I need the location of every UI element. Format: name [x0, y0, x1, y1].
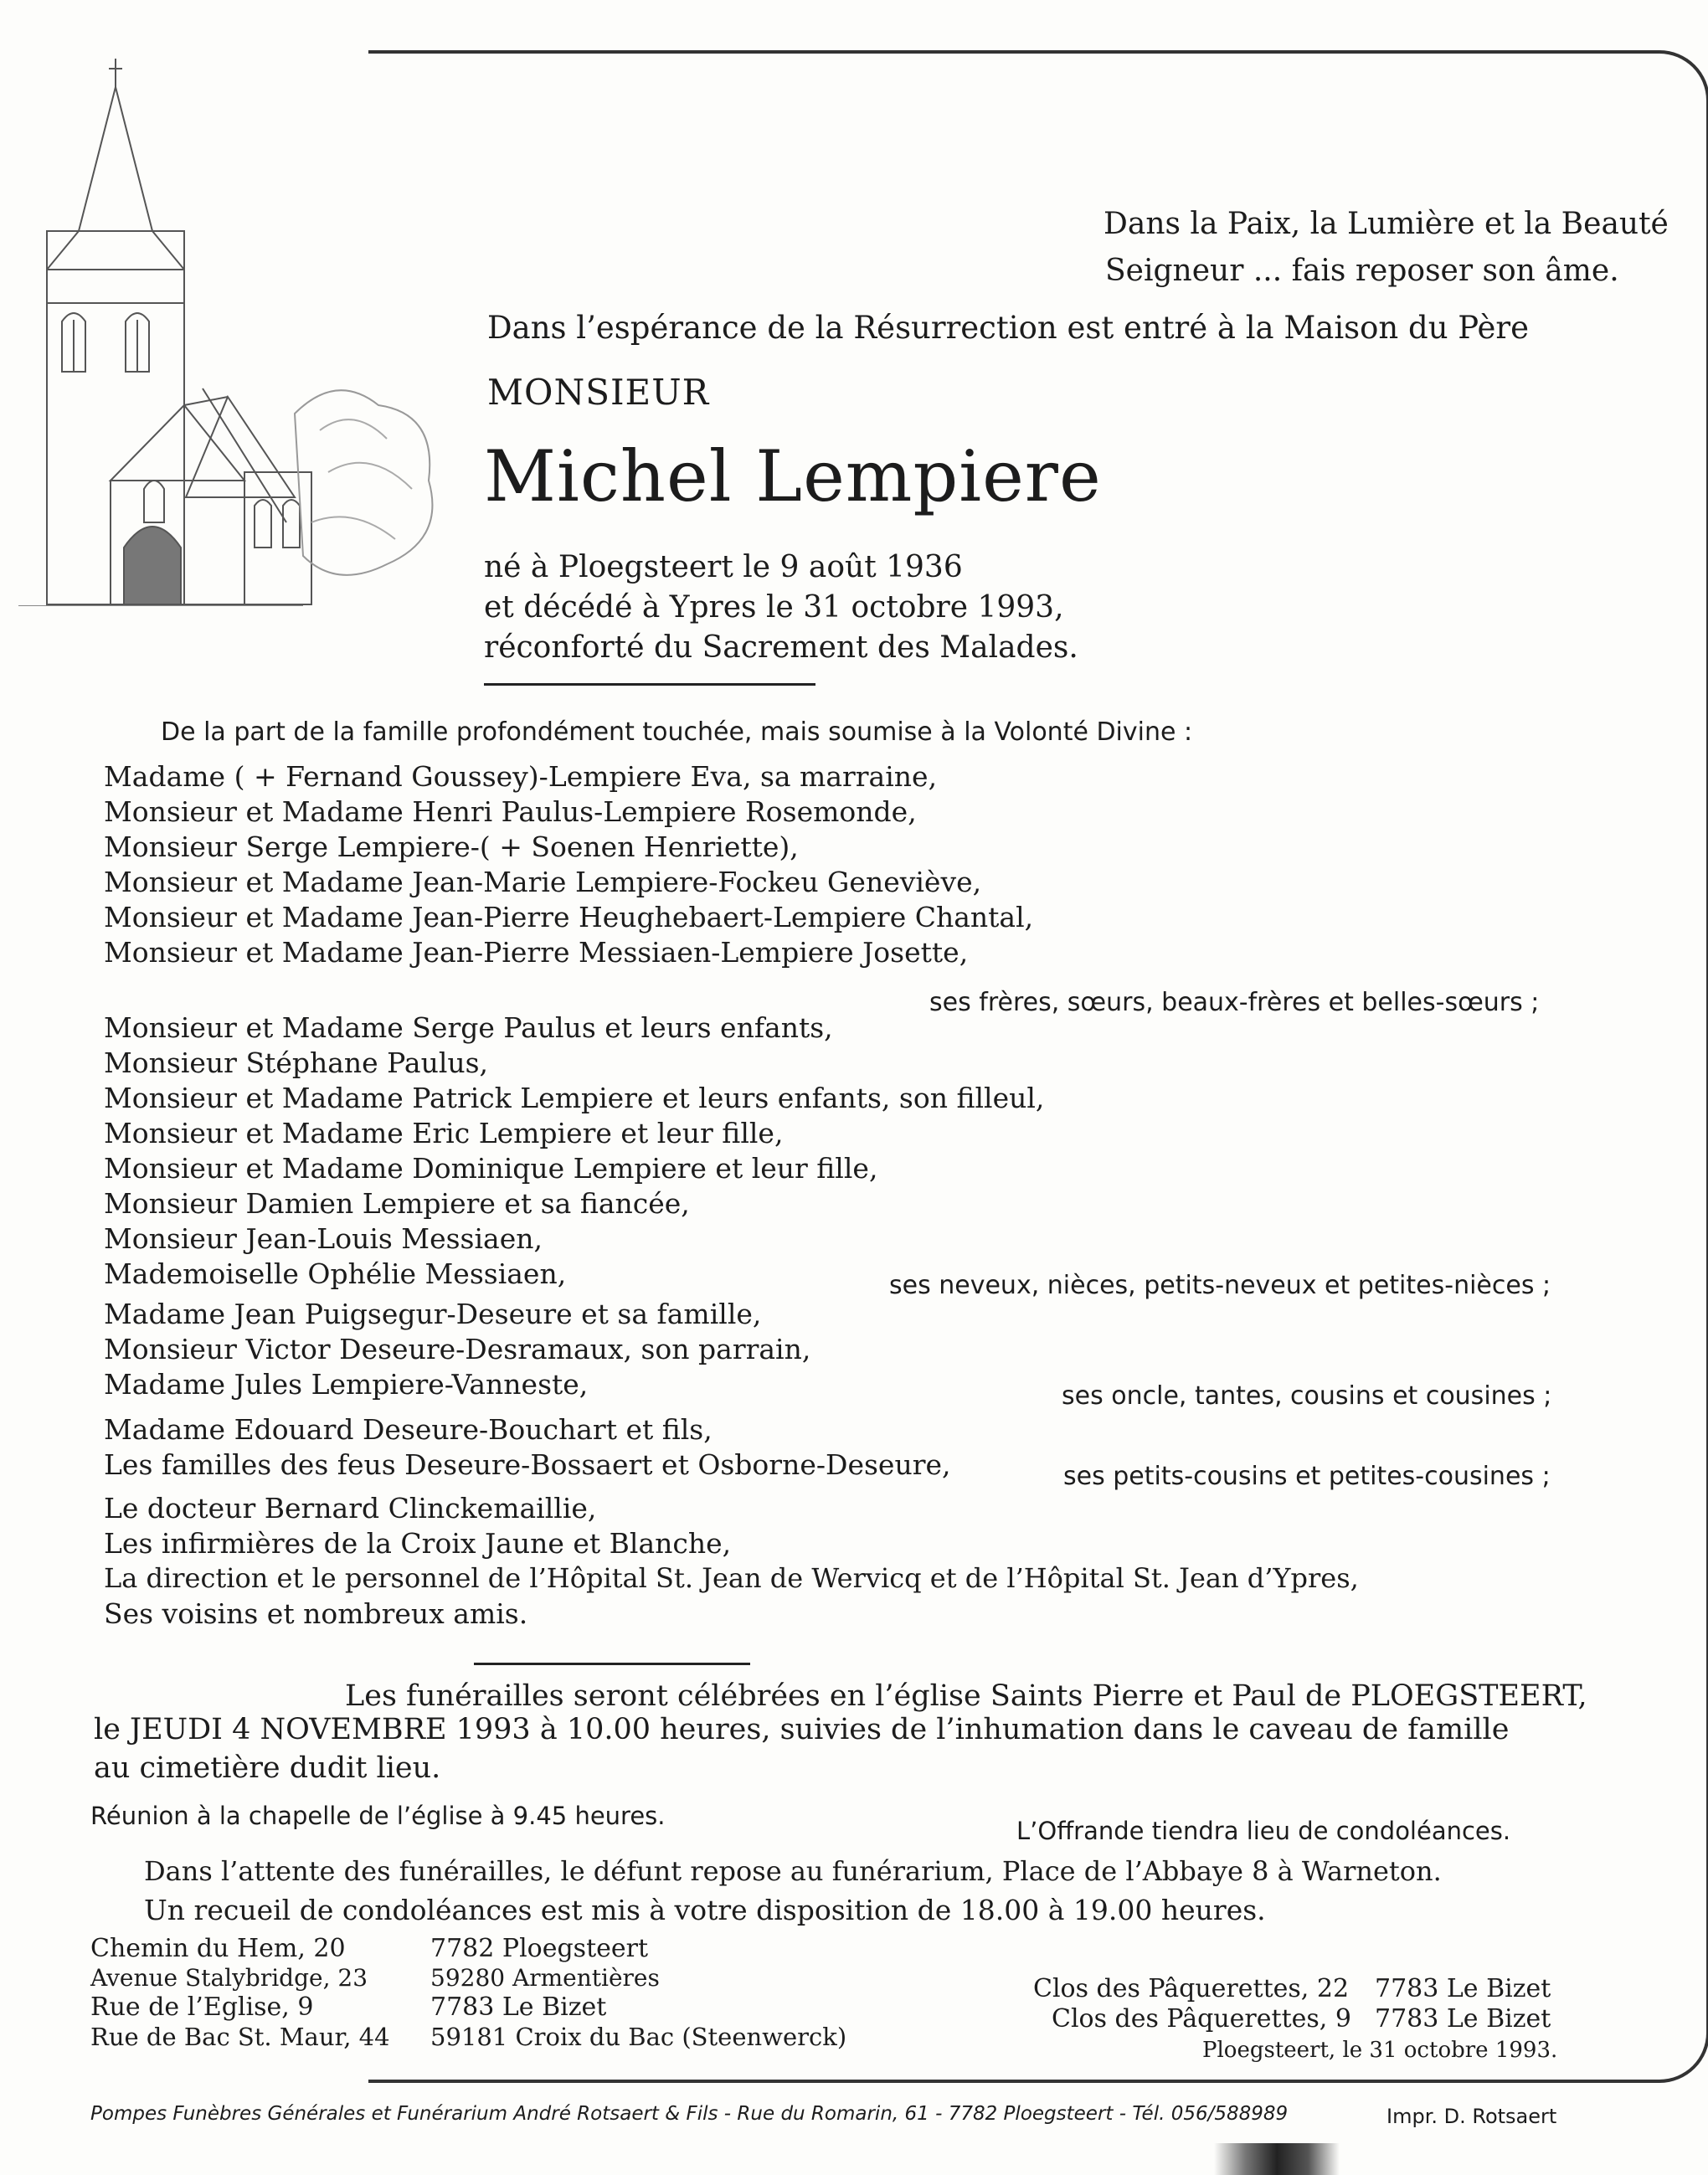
family-member: Monsieur et Madame Jean-Marie Lempiere-Fockeu Geneviève,	[104, 866, 982, 898]
family-member: Monsieur et Madame Eric Lempiere et leur fille,	[104, 1117, 784, 1149]
funeral-line-3: au cimetière dudit lieu.	[94, 1751, 441, 1785]
family-member: Les familles des feus Deseure-Bossaert et Osborne-Deseure,	[104, 1448, 951, 1481]
funerarium-note: Dans l’attente des funérailles, le défunt repose au funérarium, Place de l’Abbaye 8 à Warneton.	[144, 1855, 1442, 1887]
address-city: 7783 Le Bizet	[1375, 1974, 1551, 2003]
family-member: Les infirmières de la Croix Jaune et Blanche,	[104, 1527, 732, 1560]
family-member: Monsieur Damien Lempiere et sa fiancée,	[104, 1187, 690, 1220]
funeral-line-2: le JEUDI 4 NOVEMBRE 1993 à 10.00 heures, suivies de l’inhumation dans le caveau de famille	[94, 1713, 1510, 1746]
address-city: 7783 Le Bizet	[430, 1992, 607, 2022]
divider-1	[484, 683, 815, 686]
church-illustration	[18, 54, 454, 606]
address-city: 7783 Le Bizet	[1375, 2004, 1551, 2034]
family-member: La direction et le personnel de l’Hôpital St. Jean de Wervicq et de l’Hôpital St. Jean d’Ypres,	[104, 1562, 1359, 1594]
intro-text: Dans l’espérance de la Résurrection est entré à la Maison du Père	[487, 310, 1529, 346]
family-member: Monsieur Serge Lempiere-( + Soenen Henriette),	[104, 830, 799, 863]
sacrament-line: réconforté du Sacrement des Malades.	[484, 630, 1078, 665]
address-street: Rue de l’Eglise, 9	[90, 1992, 314, 2022]
family-preface: De la part de la famille profondément touchée, mais soumise à la Volonté Divine :	[161, 717, 1193, 747]
address-street: Rue de Bac St. Maur, 44	[90, 2023, 390, 2051]
family-member: Ses voisins et nombreux amis.	[104, 1597, 528, 1630]
relation-cousins: ses petits-cousins et petites-cousines ;	[1063, 1462, 1551, 1491]
address-street: Chemin du Hem, 20	[90, 1934, 346, 1963]
address-city: 59181 Croix du Bac (Steenwerck)	[430, 2023, 847, 2051]
deceased-name: Michel Lempiere	[484, 435, 1102, 517]
birth-line: né à Ploegsteert le 9 août 1936	[484, 550, 963, 584]
family-member: Monsieur et Madame Serge Paulus et leurs enfants,	[104, 1011, 833, 1044]
life-dates	[484, 548, 1078, 668]
relation-nephews: ses neveux, nièces, petits-neveux et petites-nièces ;	[889, 1271, 1551, 1300]
printer-credit: Impr. D. Rotsaert	[1386, 2105, 1557, 2128]
address-street: Avenue Stalybridge, 23	[90, 1964, 368, 1992]
honorific-title: MONSIEUR	[487, 372, 710, 413]
funeral-line-1: Les funérailles seront célébrées en l’église Saints Pierre et Paul de PLOEGSTEERT,	[345, 1679, 1587, 1713]
family-member: Monsieur Victor Deseure-Desramaux, son parrain,	[104, 1333, 811, 1365]
family-member: Monsieur et Madame Jean-Pierre Messiaen-Lempiere Josette,	[104, 936, 969, 969]
family-member: Monsieur et Madame Patrick Lempiere et leurs enfants, son filleul,	[104, 1082, 1045, 1114]
epigraph-line-2: Seigneur ... fais reposer son âme.	[1105, 254, 1619, 288]
family-member: Monsieur Jean-Louis Messiaen,	[104, 1222, 543, 1255]
family-member: Monsieur et Madame Jean-Pierre Heughebaert-Lempiere Chantal,	[104, 901, 1034, 933]
family-member: Madame Edouard Deseure-Bouchart et fils,	[104, 1413, 713, 1446]
address-city: 7782 Ploegsteert	[430, 1934, 649, 1963]
relation-uncles: ses oncle, tantes, cousins et cousines ;	[1062, 1381, 1552, 1411]
epigraph	[1104, 201, 1669, 295]
family-member: Monsieur Stéphane Paulus,	[104, 1046, 489, 1079]
divider-2	[474, 1663, 750, 1665]
epigraph-line-1: Dans la Paix, la Lumière et la Beauté	[1104, 207, 1669, 241]
address-street: Clos des Pâquerettes, 9	[1052, 2004, 1351, 2034]
footer-funeral-home: Pompes Funèbres Générales et Funérarium André Rotsaert & Fils - Rue du Romarin, 61 - 7782 Ploegsteert - Tél. 056/588989	[90, 2103, 1289, 2125]
family-member: Madame Jean Puigsegur-Deseure et sa famille,	[104, 1298, 762, 1330]
family-member: Madame Jules Lempiere-Vanneste,	[104, 1368, 589, 1401]
reunion-note: Réunion à la chapelle de l’église à 9.45 heures.	[90, 1802, 666, 1830]
address-city: 59280 Armentières	[430, 1964, 660, 1992]
family-member: Madame ( + Fernand Goussey)-Lempiere Eva, sa marraine,	[104, 760, 938, 793]
recueil-note: Un recueil de condoléances est mis à votre disposition de 18.00 à 19.00 heures.	[144, 1894, 1266, 1926]
signed-date: Ploegsteert, le 31 octobre 1993.	[1202, 2038, 1558, 2063]
page-border	[368, 50, 1708, 2083]
family-member: Monsieur et Madame Henri Paulus-Lempiere Rosemonde,	[104, 795, 917, 828]
offrande-note: L’Offrande tiendra lieu de condoléances.	[1016, 1817, 1511, 1845]
family-member: Le docteur Bernard Clinckemaillie,	[104, 1492, 597, 1525]
family-member: Mademoiselle Ophélie Messiaen,	[104, 1257, 567, 1290]
death-line: et décédé à Ypres le 31 octobre 1993,	[484, 590, 1064, 625]
scan-smudge	[1214, 2143, 1340, 2175]
address-street: Clos des Pâquerettes, 22	[1033, 1974, 1350, 2003]
relation-siblings: ses frères, sœurs, beaux-frères et belles-sœurs ;	[929, 988, 1540, 1017]
family-member: Monsieur et Madame Dominique Lempiere et leur fille,	[104, 1152, 878, 1185]
